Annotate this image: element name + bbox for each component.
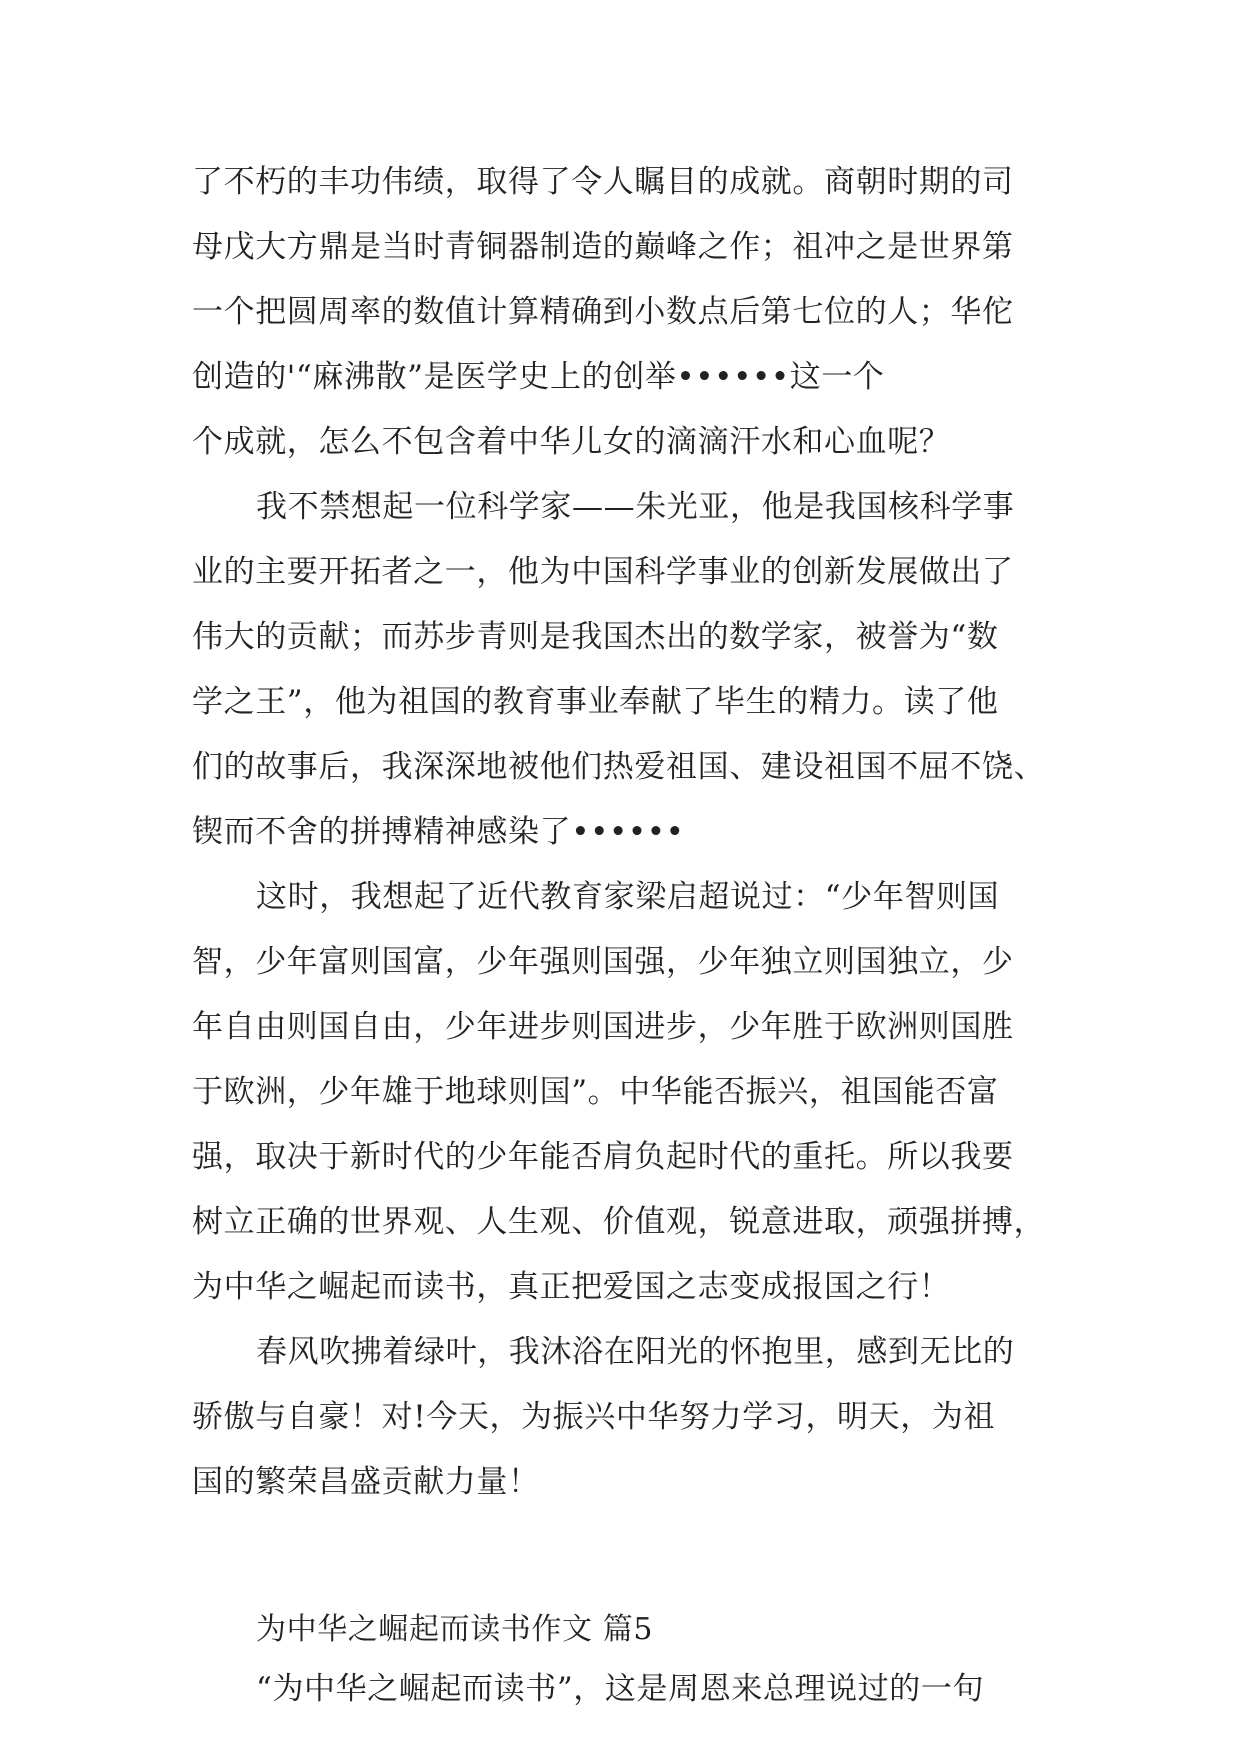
text-line: 了不朽的丰功伟绩，取得了令人瞩目的成就。商朝时期的司	[192, 164, 1014, 200]
paragraph	[192, 1657, 1052, 1722]
text-line: 这时，我想起了近代教育家梁启超说过：“少年智则国	[256, 879, 1000, 915]
text-line: 一个把圆周率的数值计算精确到小数点后第七位的人；华佗	[192, 294, 1014, 330]
text-line: 们的故事后，我深深地被他们热爱祖国、建设祖国不屈不饶、	[192, 749, 1046, 785]
text-line: 创造的'“麻沸散”是医学史上的创举••••••这一个	[192, 359, 885, 395]
text-line: 国的繁荣昌盛贡献力量！	[192, 1464, 540, 1500]
text-line: 骄傲与自豪！对!今天，为振兴中华努力学习，明天，为祖	[192, 1399, 996, 1435]
text-line: 年自由则国自由，少年进步则国进步，少年胜于欧洲则国胜	[192, 1009, 1014, 1045]
text-line: 锲而不舍的拼搏精神感染了••••••	[192, 814, 685, 850]
paragraph	[192, 475, 1052, 865]
paragraph	[192, 865, 1052, 1320]
text-line: 我不禁想起一位科学家——朱光亚，他是我国核科学事	[256, 489, 1015, 525]
text-line: 为中华之崛起而读书，真正把爱国之志变成报国之行！	[192, 1269, 951, 1305]
text-line: 春风吹拂着绿叶，我沐浴在阳光的怀抱里，感到无比的	[256, 1334, 1015, 1370]
text-line: 个成就，怎么不包含着中华儿女的滴滴汗水和心血呢？	[192, 424, 951, 460]
text-line: 树立正确的世界观、人生观、价值观，锐意进取，顽强拼搏，	[192, 1204, 1046, 1240]
section-spacer	[192, 1515, 1052, 1580]
paragraph	[192, 1320, 1052, 1515]
text-line: 业的主要开拓者之一，他为中国科学事业的创新发展做出了	[192, 554, 1014, 590]
text-line: 强，取决于新时代的少年能否肩负起时代的重托。所以我要	[192, 1139, 1014, 1175]
paragraph	[192, 150, 1052, 475]
text-line: “为中华之崛起而读书”，这是周恩来总理说过的一句	[256, 1671, 985, 1707]
text-line: 母戊大方鼎是当时青铜器制造的巅峰之作；祖冲之是世界第	[192, 229, 1014, 265]
document-body	[192, 150, 1052, 1722]
text-line: 伟大的贡献；而苏步青则是我国杰出的数学家，被誉为“数	[192, 619, 999, 655]
section-heading: 为中华之崛起而读书作文 篇5	[256, 1612, 654, 1647]
text-line: 学之王”，他为祖国的教育事业奉献了毕生的精力。读了他	[192, 684, 999, 720]
text-line: 于欧洲，少年雄于地球则国”。中华能否振兴，祖国能否富	[192, 1074, 999, 1110]
text-line: 智，少年富则国富，少年强则国强，少年独立则国独立，少	[192, 944, 1014, 980]
